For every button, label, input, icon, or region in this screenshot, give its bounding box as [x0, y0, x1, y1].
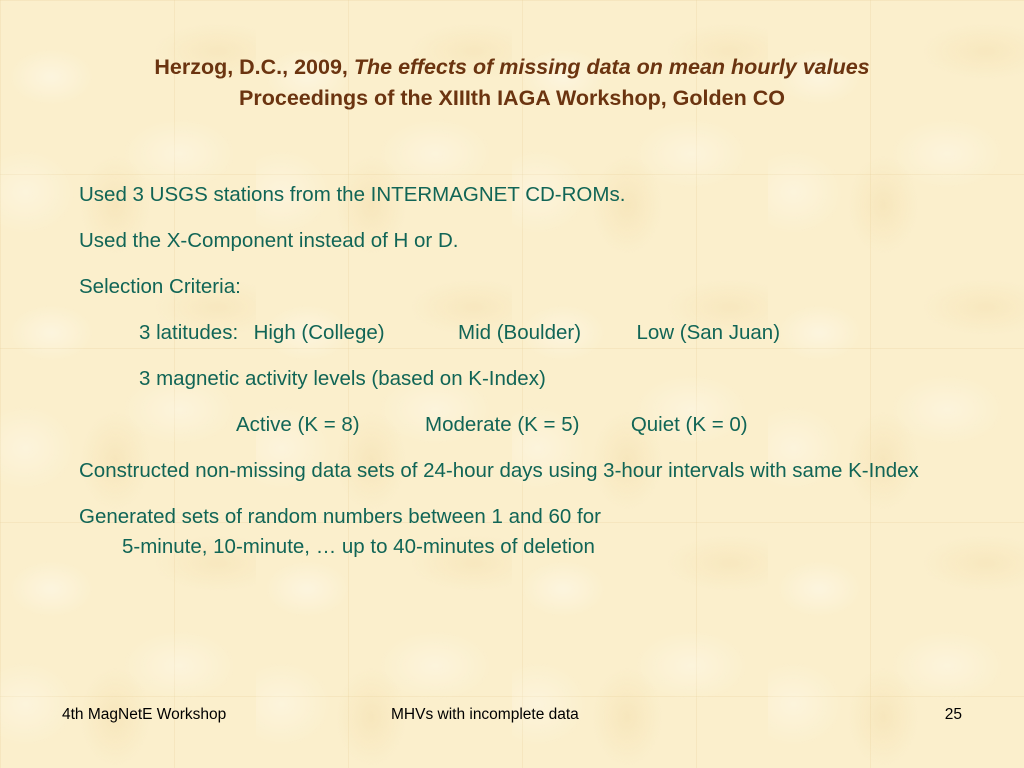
latitude-low: Low (San Juan) — [636, 321, 781, 344]
selection-criteria-heading: Selection Criteria: — [79, 275, 241, 298]
citation-author: Herzog, D.C., 2009, — [154, 55, 354, 79]
generated-line: Generated sets of random numbers between 1 and 60 for — [79, 505, 601, 528]
paper-title: The effects of missing data on mean hourly values — [353, 55, 870, 79]
latitudes-label: 3 latitudes: — [139, 321, 239, 344]
k-levels-line — [79, 410, 984, 440]
citation-line — [40, 52, 984, 83]
latitudes-line — [79, 318, 984, 348]
component-line: Used the X-Component instead of H or D. — [79, 229, 459, 252]
stations-line: Used 3 USGS stations from the INTERMAGNET CD-ROMs. — [79, 183, 626, 206]
activity-levels-line: 3 magnetic activity levels (based on K-Index) — [139, 367, 546, 390]
constructed-line: Constructed non-missing data sets of 24-hour days using 3-hour intervals with same K-Index — [79, 459, 919, 482]
proceedings-line: Proceedings of the XIIIth IAGA Workshop, Golden CO — [239, 86, 785, 110]
footer-topic: MHVs with incomplete data — [391, 706, 579, 723]
level-moderate: Moderate (K = 5) — [425, 413, 580, 436]
latitude-high: High (College) — [253, 321, 385, 344]
footer-workshop: 4th MagNetE Workshop — [62, 706, 227, 723]
level-active: Active (K = 8) — [236, 413, 360, 436]
latitude-mid: Mid (Boulder) — [458, 321, 582, 344]
slide-title — [40, 52, 984, 114]
slide-body — [79, 180, 984, 562]
page-number: 25 — [944, 706, 962, 723]
level-quiet: Quiet (K = 0) — [630, 413, 748, 436]
deletion-line: 5-minute, 10-minute, … up to 40-minutes of deletion — [122, 535, 595, 558]
